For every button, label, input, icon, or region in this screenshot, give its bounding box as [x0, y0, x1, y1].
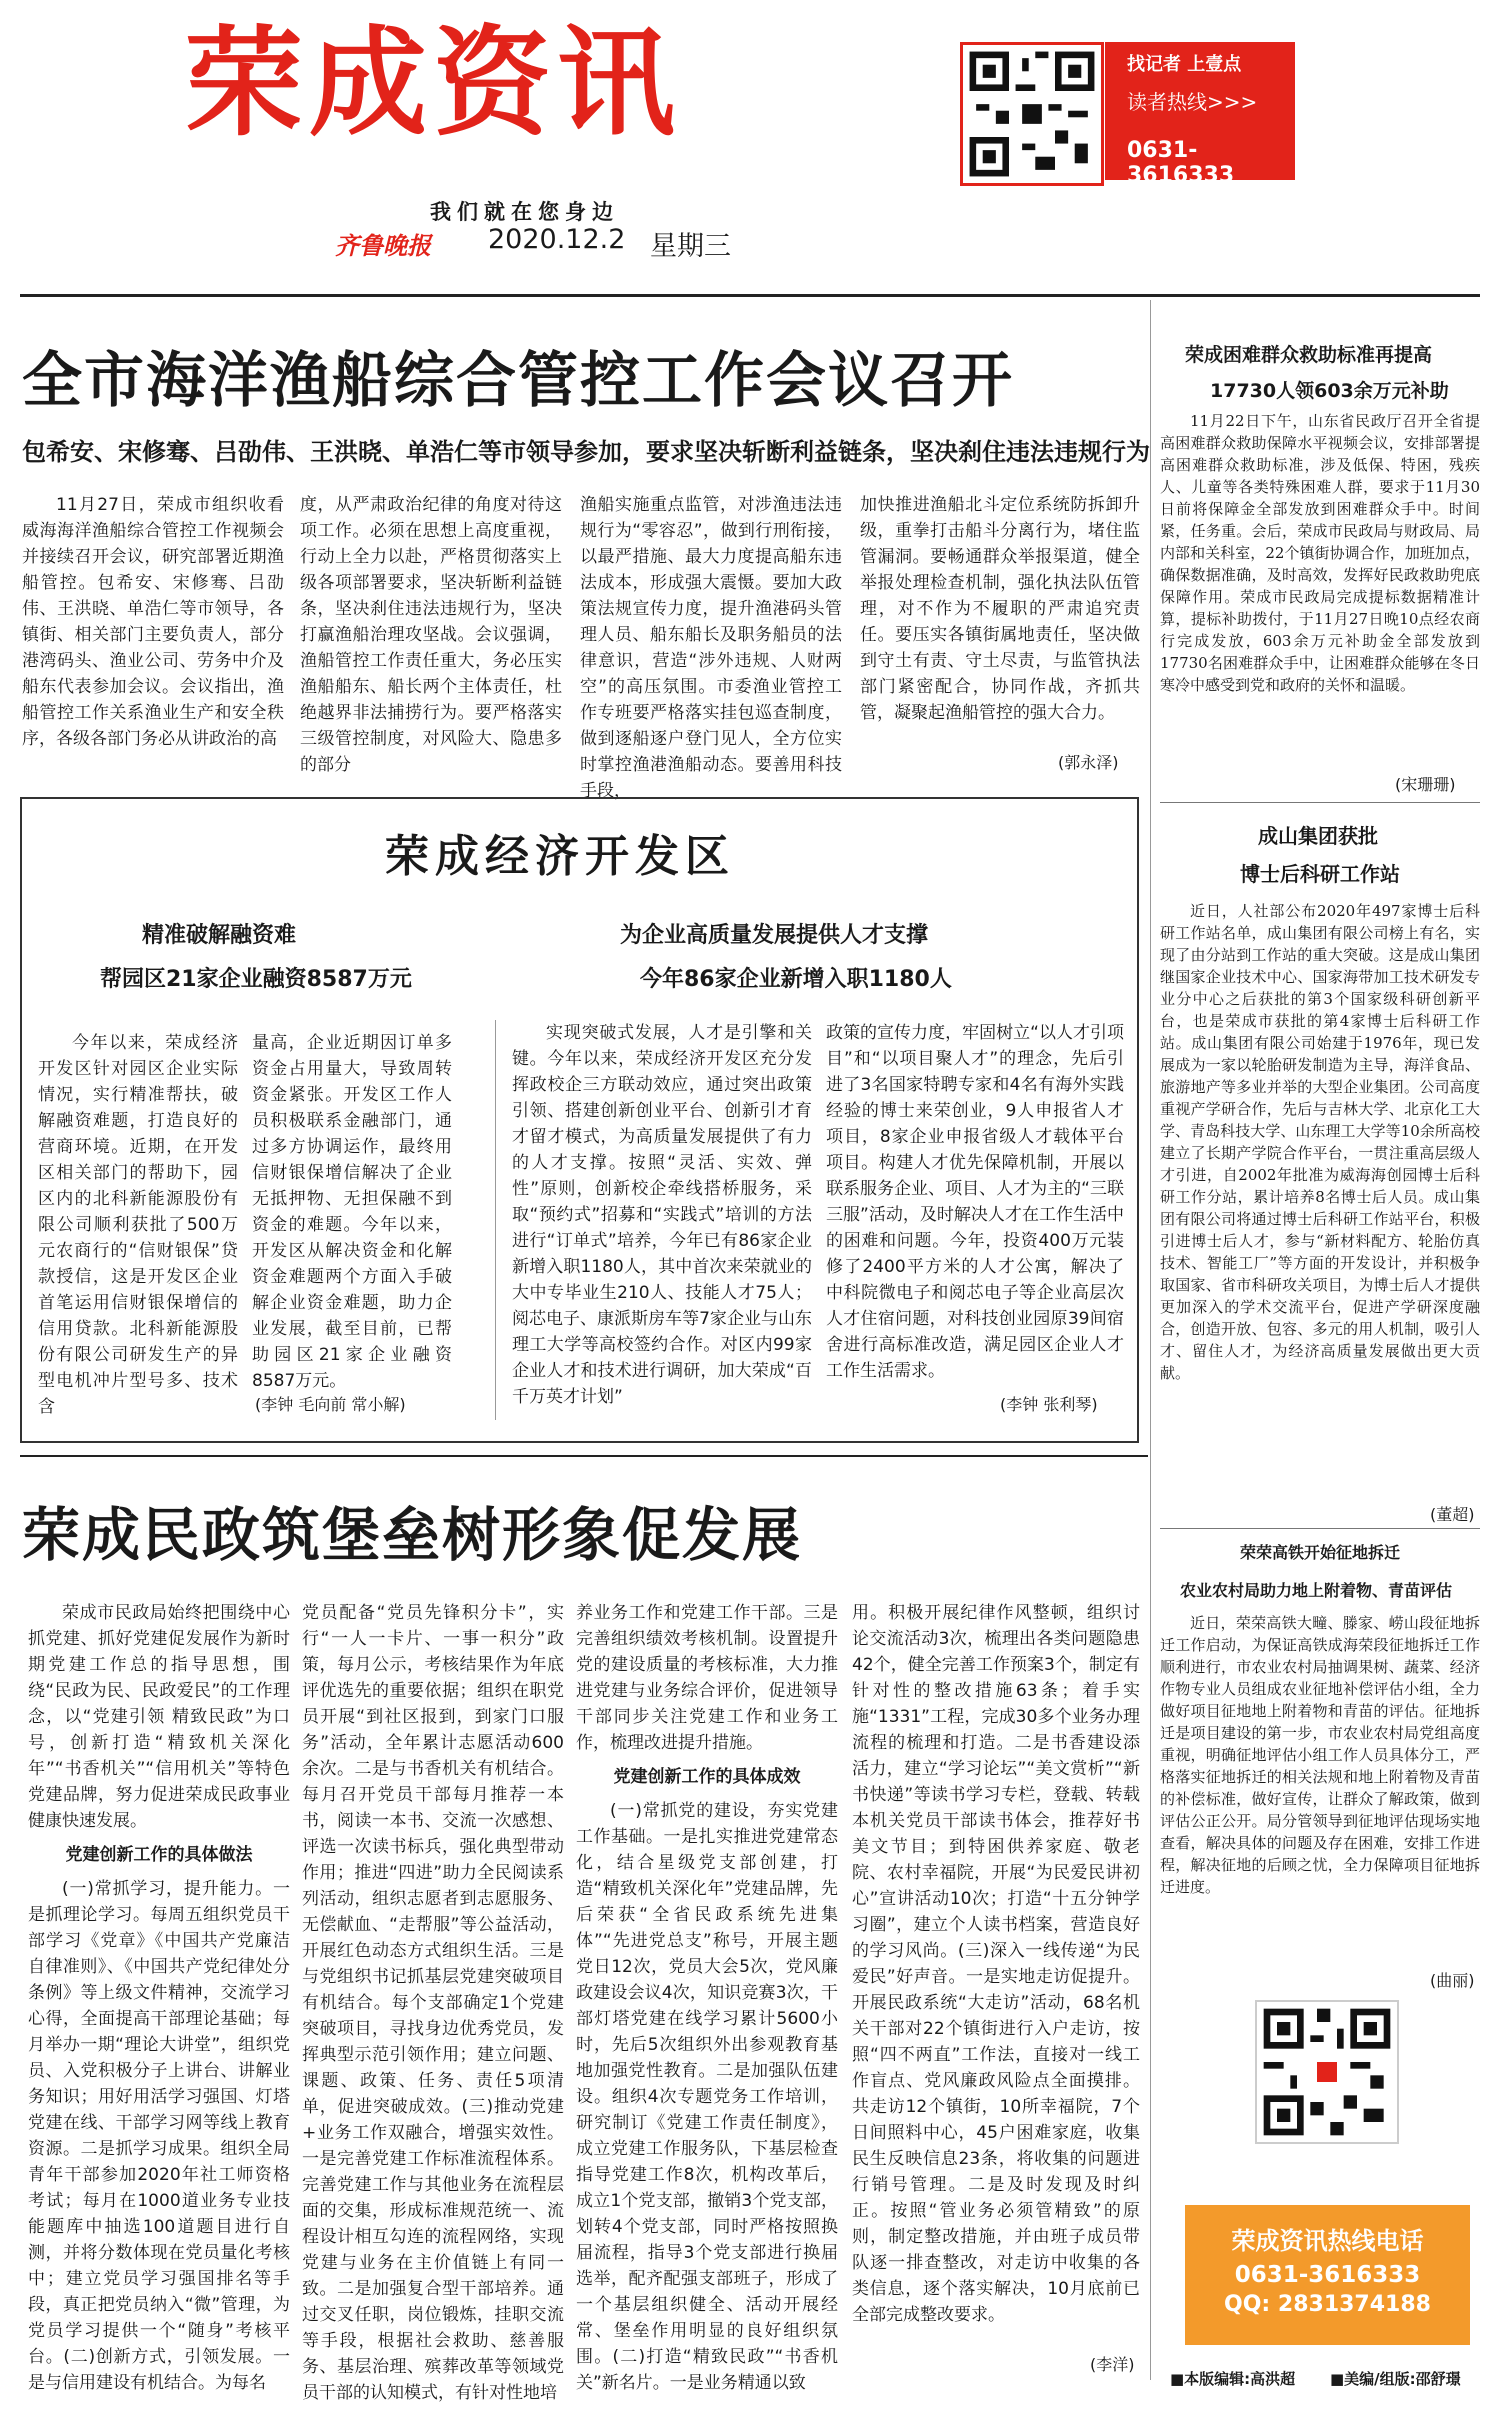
sidebar-s3-title-a: 荣荣高铁开始征地拆迁 — [1240, 1543, 1401, 1562]
zone-left-col2 — [252, 1030, 452, 1390]
zone-left-sub: 帮园区21家企业融资8587万元 — [100, 967, 412, 992]
zone-right-col1 — [512, 1020, 812, 1407]
hotline-box-qq: QQ: 2831374188 — [1224, 2292, 1431, 2317]
footer-design: ■美编/组版:邵舒璟 — [1330, 2370, 1461, 2388]
qr-code-icon — [1257, 2002, 1397, 2142]
article2-col1 — [28, 1600, 290, 2393]
article2-col4 — [852, 1600, 1140, 2360]
sidebar-s3-byline: (曲丽) — [1430, 1971, 1475, 1990]
article1-col2-text: 度，从严肃政治纪律的角度对待这项工作。必须在思想上高度重视，行动上全力以赴，严格贯彻落实上级各项部署要求，坚决斩断利益链条，坚决刹住违法违规行为，坚决打赢渔船治理攻坚战。会议强调，渔船管控工作责任重大，务必压实渔船船东、船长两个主体责任，杜绝越界非法捕捞行为。要严格落实三级管控制度，对风险大、隐患多的部分 — [300, 495, 562, 775]
masthead-title: 荣成资讯 — [185, 14, 682, 152]
sidebar-s1-byline: (宋珊珊) — [1395, 775, 1456, 794]
hotline-label: 读者热线>>> — [1127, 90, 1258, 114]
article2-byline: (李洋) — [1090, 2355, 1135, 2374]
article2-rule — [20, 1455, 1148, 1457]
article1-col4-text: 加快推进渔船北斗定位系统防拆卸升级，重拳打击船斗分离行为，堵住监管漏洞。要畅通群众举报渠道，健全举报处理检查机制，强化执法队伍管理，对不作为不履职的严肃追究责任。要压实各镇街属地责任，坚决做到守土有责、守土尽责，与监管执法部门紧密配合，协同作战，齐抓共管，凝聚起渔船管控的强大合力。 — [860, 495, 1140, 723]
sidebar-s3-text: 近日，荣荣高铁大疃、滕家、崂山段征地拆迁工作启动，为保证高铁成海荣段征地拆迁工作顺利进行，市农业农村局抽调果树、蔬菜、经济作物专业人员组成农业征地补偿评估小组，全力做好项目征地地上附着物和青苗的评估。征地拆迁是项目建设的第一步，市农业农村局党组高度重视，明确征地评估小组工作人员具体分工，严格落实征地拆迁的相关法规和地上附着物及青苗的补偿标准，做好宣传，让群众了解政策，做到评估公正公开。局分管领导到征地评估现场实地查看，解决具体的问题及存在困难，安排工作进程，解决征地的后顾之忧，全力保障项目征地拆迁进度。 — [1160, 1614, 1480, 1896]
zone-left-col2-text: 量高，企业近期因订单多资金占用量大，导致周转资金紧张。开发区工作人员积极联系金融部门，通过多方协调运作，最终用信财银保增信解决了企业无抵押物、无担保融不到资金的难题。今年以来，开发区从解决资金和化解资金难题两个方面入手破解企业资金难题，助力企业发展，截至目前，已帮助园区21家企业融资8587万元。 — [252, 1033, 452, 1391]
zone-right-col2 — [826, 1020, 1124, 1390]
article1-subtitle: 包希安、宋修骞、吕劭伟、王洪晓、单浩仁等市领导参加，要求坚决斩断利益链条，坚决刹住违法违规行为 — [22, 438, 1150, 466]
article1-col1 — [22, 492, 284, 772]
zone-right-col2-text: 政策的宣传力度，牢固树立“以人才引项目”和“以项目聚人才”的理念，先后引进了3名国家特聘专家和4名有海外实践经验的博士来荣创业，9人申报省人才项目，8家企业申报省级人才载体平台项目。构建人才优先保障机制，开展以联系服务企业、项目、人才为主的“三联三服”活动，及时解决人才在工作生活中的困难和问题。今年，投资400万元装修了2400平方米的人才公寓，解决了中科院微电子和阅芯电子等企业高层次人才住宿问题，对科技创业园原39间宿舍进行高标准改造，满足园区企业人才工作生活需求。 — [826, 1023, 1124, 1381]
sidebar-s2-text: 近日，人社部公布2020年497家博士后科研工作站名单，成山集团有限公司榜上有名，实现了由分站到工作站的重大突破。这是成山集团继国家企业技术中心、国家海带加工技术研发专业分中心之后获批的第3个国家级科研创新平台，也是荣成市获批的第4家博士后科研工作站。成山集团有限公司始建于1976年，现已发展成为一家以轮胎研发制造为主导，海洋食品、旅游地产等多业并举的大型企业集团。公司高度重视产学研合作，先后与吉林大学、北京化工大学、青岛科技大学、山东理工大学等10余所高校建立了长期产学院合作平台，一贯注重高层级人才引进，自2002年批准为威海海创园博士后科研工作分站，累计培养8名博士后人员。成山集团有限公司将通过博士后科研工作站平台，积极引进博士后人才，参与“新材料配方、轮胎仿真技术、智能工厂”等方面的开发设计，并积极争取国家、省市科研攻关项目，为博士后人才提供更加深入的学术交流平台，促进产学研深度融合，创造开放、包容、多元的用人机制，吸引人才、留住人才，为经济高质量发展做出更大贡献。 — [1160, 902, 1480, 1382]
article1-col4 — [860, 492, 1140, 752]
sidebar-s3-title-b: 农业农村局助力地上附着物、青苗评估 — [1180, 1581, 1453, 1600]
zone-right-col1-text: 实现突破式发展，人才是引擎和关键。今年以来，荣成经济开发区充分发挥政校企三方联动效应，通过突出政策引领、搭建创新创业平台、创新引才育才留才模式，为高质量发展提供了有力的人才支撑。按照“灵活、实效、弹性”原则，创新校企牵线搭桥服务，采取“预约式”招募和“实践式”培训的方法进行“订单式”培养，今年已有86家企业新增入职1180人，其中首次来荣就业的大中专毕业生210人、技能人才75人；阅芯电子、康派斯房车等7家企业与山东理工大学等高校签约合作。对区内99家企业人才和技术进行调研，加大荣成“百千万英才计划” — [512, 1023, 812, 1407]
issue-weekday: 星期三 — [650, 231, 731, 262]
article2-col3-b-text: (一)常抓党的建设，夯实党建工作基础。一是扎实推进党建常态化，结合星级党支部创建，打造“精致机关深化年”党建品牌，先后荣获“全省民政系统先进集体”“先进党总支”称号，开展主题党日12次，党员大会5次，党风廉政建设会议4次，知识竞赛3次，干部灯塔党建在线学习累计5600小时，先后5次组织外出参观教育基地加强党性教育。二是加强队伍建设。组织4次专题党务工作培训，研究制订《党建工作责任制度》，成立党建工作服务队，下基层检查指导党建工作8次，机构改革后，成立1个党支部，撤销3个党支部，划转4个党支部，同时严格按照换届流程，指导3个党支部进行换届选举，配齐配强支部班子，形成了一个基层组织健全、活动开展经常、堡垒作用明显的良好组织氛围。(二)打造“精致民政”“书香机关”新名片。一是业务精通以致 — [576, 1801, 838, 2393]
article2-col1-text: 荣成市民政局始终把围绕中心抓党建、抓好党建促发展作为新时期党建工作总的指导思想，围绕“民政为民、民政爱民”的工作理念，以“党建引领 精致民政”为口号，创新打造“精致机关深化年”“书香机关”“信用机关”等特色党建品牌，努力促进荣成民政事业健康快速发展。 — [28, 1603, 290, 1831]
article2-col3 — [576, 1600, 838, 2393]
article2-col1-head: 党建创新工作的具体做法 — [65, 1845, 253, 1865]
zone-right-title: 为企业高质量发展提供人才支撑 — [620, 923, 929, 948]
article1-col2 — [300, 492, 562, 775]
zone-title: 荣成经济开发区 — [385, 831, 735, 882]
hotline-number: 0631-3616333 — [1127, 138, 1235, 188]
zone-column-divider — [495, 1020, 496, 1420]
zone-left-col1 — [38, 1030, 238, 1417]
article1-title: 全市海洋渔船综合管控工作会议召开 — [22, 346, 1014, 416]
sidebar-divider — [1150, 300, 1151, 2380]
sidebar-s1-title-b: 17730人领603余万元补助 — [1210, 380, 1449, 402]
masthead-rule — [20, 294, 1480, 297]
sidebar-s3-body — [1160, 1612, 1480, 1962]
sidebar-s2-body — [1160, 900, 1480, 1500]
slogan: 我们就在您身边 — [430, 200, 619, 224]
article2-col1-b-text: (一)常抓学习，提升能力。一是抓理论学习。每周五组织党员干部学习《党章》《中国共产党廉洁自律准则》、《中国共产党纪律处分条例》等上级文件精神，交流学习心得，全面提高干部理论基础；每月举办一期“理论大讲堂”，组织党员、入党积极分子上讲台、讲解业务知识；用好用活学习强国、灯塔党建在线、干部学习网等线上教育资源。二是抓学习成果。组织全局青年干部参加2020年社工师资格考试；每月在1000道业务专业技能题库中抽选100道题目进行自测，并将分数体现在党员量化考核中；建立党员学习强国排名等手段，真正把党员纳入“微”管理，为党员学习提供一个“随身”考核平台。(二)创新方式，引领发展。一是与信用建设有机结合。为每名 — [28, 1879, 290, 2393]
hotline-box — [1185, 2205, 1470, 2345]
footer-editor: ■本版编辑:高洪超 — [1170, 2370, 1296, 2388]
sidebar-s1-title-a: 荣成困难群众救助标准再提高 — [1185, 344, 1433, 366]
zone-left-byline: (李钟 毛向前 常小解) — [255, 1395, 406, 1414]
article2-col3-head: 党建创新工作的具体成效 — [613, 1767, 801, 1787]
zone-left-title: 精准破解融资难 — [142, 923, 297, 948]
sidebar-s2-byline: (董超) — [1430, 1505, 1475, 1524]
zone-right-byline: (李钟 张利琴) — [1000, 1395, 1098, 1414]
article1-byline: (郭永泽) — [1058, 753, 1119, 772]
issue-date: 2020.12.2 — [488, 224, 626, 255]
hotline-box-title: 荣成资讯热线电话 — [1231, 2227, 1424, 2255]
qr-code-top — [960, 42, 1104, 186]
article2-col2 — [302, 1600, 564, 2403]
zone-right-sub: 今年86家企业新增入职1180人 — [640, 967, 952, 992]
article2-col2-text: 党员配备“党员先锋积分卡”，实行“一人一卡片、一事一积分”政策，每月公示，考核结果作为年底评优选先的重要依据；组织在职党员开展“到社区报到，到家门口服务”活动，全年累计志愿活动600余次。二是与书香机关有机结合。每月召开党员干部每月推荐一本书，阅读一本书、交流一次感想、评选一次读书标兵，强化典型带动作用；推进“四进”助力全民阅读系列活动，组织志愿者到志愿服务、无偿献血、“走帮服”等公益活动，开展红色动态方式组织生活。三是与党组织书记抓基层党建突破项目有机结合。每个支部确定1个党建突破项目，寻找身边优秀党员，发挥典型示范引领作用；建立问题、课题、政策、任务、责任5项清单，促进突破成效。(三)推动党建+业务工作双融合，增强实效性。一是完善党建工作标准流程体系。完善党建工作与其他业务在流程层面的交集，形成标准规范统一、流程设计相互勾连的流程网络，实现党建与业务在主价值链上有同一致。二是加强复合型干部培养。通过交叉任职，岗位锻炼，挂职交流等手段，根据社会救助、慈善服务、基层治理、殡葬改革等领域党员干部的认知模式，有针对性地培 — [302, 1603, 564, 2403]
sidebar-s1-body — [1160, 410, 1480, 780]
paper-name: 齐鲁晚报 — [335, 231, 431, 260]
article1-col1-text: 11月27日，荣成市组织收看威海海洋渔船综合管控工作视频会并接续召开会议，研究部署近期渔船管控。包希安、宋修骞、吕劭伟、王洪晓、单浩仁等市领导，各镇街、相关部门主要负责人，部分港湾码头、渔业公司、劳务中介及船东代表参加会议。会议指出，渔船管控工作关系渔业生产和安全秩序，各级各部门务必从讲政治的高 — [22, 495, 284, 749]
sidebar-s2-title-b: 博士后科研工作站 — [1240, 862, 1400, 886]
hotline-panel — [1105, 42, 1295, 188]
zone-left-col1-text: 今年以来，荣成经济开发区针对园区企业实际情况，实行精准帮扶，破解融资难题，打造良好的营商环境。近期，在开发区相关部门的帮助下，园区内的北科新能源股份有限公司顺利获批了500万元农商行的“信财银保”贷款授信，这是开发区企业首笔运用信财银保增信的信用贷款。北科新能源股份有限公司研发生产的异型电机冲片型号多、技术含 — [38, 1033, 238, 1417]
article2-col4-text: 用。积极开展纪律作风整顿，组织讨论交流活动3次，梳理出各类问题隐患42个，健全完善工作预案3个，制定有针对性的整改措施63条；着手实施“1331”工程，完成30多个业务办理流程的梳理和打造。二是书香建设添活力，建立“学习论坛”“美文赏析”“新书快递”等读书学习专栏，登载、转载本机关党员干部读书体会，推荐好书美文节目；到特困供养家庭、敬老院、农村幸福院，开展“为民爱民讲初心”宣讲活动10次；打造“十五分钟学习圈”，建立个人读书档案，营造良好的学习风尚。(三)深入一线传递“为民爱民”好声音。一是实地走访促提升。开展民政系统“大走访”活动，68名机关干部对22个镇街进行入户走访，按照“四不两直”工作法，直接对一线工作盲点、党风廉政风险点全面摸排。共走访12个镇街，10所幸福院，7个日间照料中心，45户困难家庭，收集民生反映信息23条，将收集的问题进行销号管理。二是及时发现及时纠正。按照“管业务必须管精致”的原则，制定整改措施，并由班子成员带队逐一排查整改，对走访中收集的各类信息，逐个落实解决，10月底前已全部完成整改要求。 — [852, 1603, 1140, 2325]
qr-code-bottom — [1255, 2000, 1399, 2144]
sidebar-rule-1 — [1160, 802, 1480, 803]
qr-caption: 找记者 上壹点 — [1127, 54, 1242, 75]
article2-col3-text: 养业务工作和党建工作干部。三是完善组织绩效考核机制。设置提升党的建设质量的考核标准，大力推进党建与业务综合评价，促进领导干部同步关注党建工作和业务工作，梳理改进提升措施。 — [576, 1603, 838, 1753]
sidebar-s1-text: 11月22日下午，山东省民政厅召开全省提高困难群众救助保障水平视频会议，安排部署提高困难群众救助标准，涉及低保、特困，残疾人、儿童等各类特殊困难人群，要求于11月30日前将保障金全部发放到困难群众手中。时间紧，任务重。会后，荣成市民政局与财政局、局内部和关科室，22个镇街协调合作，加班加点，确保数据准确，及时高效，发挥好民政救助兜底保障作用。荣成市民政局完成提标数据精准计算，提标补助拨付，于11月27日晚10点经农商行完成发放，603余万元补助金全部发放到17730名困难群众手中，让困难群众能够在冬日寒冷中感受到党和政府的关怀和温暖。 — [1160, 412, 1480, 694]
sidebar-s2-title-a: 成山集团获批 — [1258, 824, 1378, 848]
article1-col3 — [580, 492, 842, 801]
qr-code-icon — [963, 45, 1101, 183]
article2-title: 荣成民政筑堡垒树形象促发展 — [22, 1501, 803, 1569]
article1-col3-text: 渔船实施重点监管，对涉渔违法违规行为“零容忍”，做到行刑衔接，以最严措施、最大力度提高船东违法成本，形成强大震慑。要加大政策法规宣传力度，提升渔港码头管理人员、船东船长及职务船员的法律意识，营造“涉外违规、人财两空”的高压氛围。市委渔业管控工作专班要严格落实挂包巡查制度，做到逐船逐户登门见人，全方位实时掌控渔港渔船动态。要善用科技手段， — [580, 495, 842, 801]
sidebar-rule-2 — [1160, 1528, 1480, 1529]
hotline-box-phone: 0631-3616333 — [1234, 2262, 1421, 2288]
